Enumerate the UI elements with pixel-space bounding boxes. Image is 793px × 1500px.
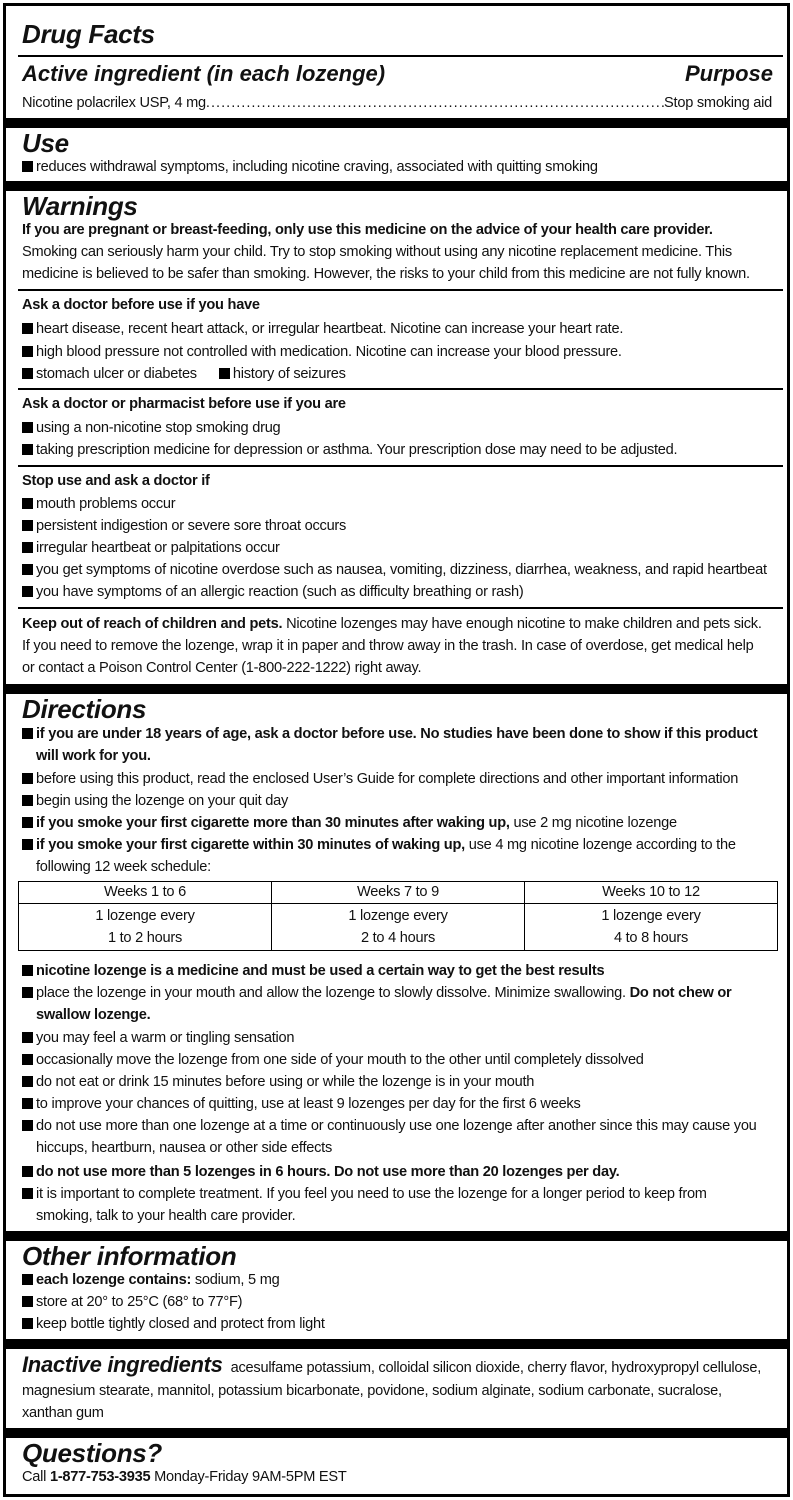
list-item-continued: will work for you. (36, 748, 151, 764)
divider (18, 388, 783, 390)
bullet-icon (22, 368, 33, 379)
inactive-ingredients-line: magnesium stearate, mannitol, potassium bicarbonate, povidone, sodium alginate, sodium carbonate, sucralose, (22, 1383, 722, 1399)
list-item-continued: swallow lozenge. (36, 1007, 151, 1023)
bullet-icon (22, 444, 33, 455)
list-item: keep bottle tightly closed and protect from light (22, 1313, 325, 1335)
divider (18, 55, 783, 57)
inactive-ingredients-heading: Inactive ingredients (22, 1352, 223, 1377)
list-item: do not use more than 5 lozenges in 6 hours. Do not use more than 20 lozenges per day. (22, 1161, 619, 1183)
active-ingredient-heading: Active ingredient (in each lozenge) (22, 61, 386, 86)
purpose-heading: Purpose (684, 61, 773, 86)
list-item: if you are under 18 years of age, ask a doctor before use. No studies have been done to show if this product (22, 723, 758, 745)
section-divider (6, 1339, 787, 1349)
section-divider (6, 1428, 787, 1438)
bullet-icon (22, 520, 33, 531)
list-item: to improve your chances of quitting, use at least 9 lozenges per day for the first 6 weeks (22, 1093, 581, 1115)
bullet-icon (22, 965, 33, 976)
bullet-icon (22, 728, 33, 739)
bullet-icon (22, 1166, 33, 1177)
list-item: each lozenge contains: sodium, 5 mg (22, 1269, 279, 1291)
table-cell: 1 lozenge every 2 to 4 hours (272, 904, 525, 951)
dot-leader (206, 92, 664, 114)
list-item: you get symptoms of nicotine overdose such as nausea, vomiting, dizziness, diarrhea, weakness, and rapid heartbeat (22, 559, 767, 581)
bullet-icon (22, 839, 33, 850)
list-item: do not eat or drink 15 minutes before using or while the lozenge is in your mouth (22, 1071, 534, 1093)
phone-number: 1-877-753-3935 (49, 1469, 151, 1485)
dosing-schedule-table (18, 881, 778, 951)
list-item: irregular heartbeat or palpitations occur (22, 537, 280, 559)
list-item: occasionally move the lozenge from one side of your mouth to the other until completely dissolved (22, 1049, 644, 1071)
table-header-cell: Weeks 10 to 12 (525, 882, 778, 904)
ask-pharmacist-heading: Ask a doctor or pharmacist before use if you are (22, 396, 346, 412)
bullet-icon (22, 1076, 33, 1087)
other-information-heading: Other information (22, 1241, 237, 1271)
inactive-ingredients-line: xanthan gum (22, 1405, 104, 1421)
list-item: place the lozenge in your mouth and allow the lozenge to slowly dissolve. Minimize swallowing. Do not chew or (22, 982, 731, 1004)
bullet-icon (22, 1054, 33, 1065)
ask-doctor-heading: Ask a doctor before use if you have (22, 297, 260, 313)
directions-heading: Directions (22, 694, 147, 724)
bullet-icon (22, 1032, 33, 1043)
divider (18, 289, 783, 291)
list-item-continued: following 12 week schedule: (36, 859, 211, 875)
list-item: persistent indigestion or severe sore throat occurs (22, 515, 346, 537)
section-divider (6, 1231, 787, 1241)
list-item: if you smoke your first cigarette more than 30 minutes after waking up, use 2 mg nicotine lozenge (22, 812, 677, 834)
bullet-icon (22, 498, 33, 509)
list-item: begin using the lozenge on your quit day (22, 790, 288, 812)
bullet-icon (22, 323, 33, 334)
bullet-icon (22, 773, 33, 784)
section-divider (6, 181, 787, 191)
inactive-ingredients-line: Inactive ingredients acesulfame potassium, colloidal silicon dioxide, cherry flavor, hydroxypropyl cellulose, (22, 1352, 762, 1377)
table-cell: 1 lozenge every 1 to 2 hours (19, 904, 272, 951)
list-item: high blood pressure not controlled with medication. Nicotine can increase your blood pressure. (22, 341, 622, 363)
keep-out-line: Keep out of reach of children and pets. Nicotine lozenges may have enough nicotine to make children and pets sick. (22, 616, 762, 632)
list-item: using a non-nicotine stop smoking drug (22, 417, 280, 439)
list-item: it is important to complete treatment. If you feel you need to use the lozenge for a longer period to keep from (22, 1183, 707, 1205)
list-item: you may feel a warm or tingling sensation (22, 1027, 294, 1049)
table-cell: 1 lozenge every 4 to 8 hours (525, 904, 778, 951)
table-row (19, 904, 778, 951)
bullet-icon (22, 542, 33, 553)
list-item: store at 20° to 25°C (68° to 77°F) (22, 1291, 242, 1313)
list-item-continued: smoking, talk to your health care provider. (36, 1208, 296, 1224)
list-item: do not use more than one lozenge at a time or continuously use one lozenge after another since this may cause you (22, 1115, 757, 1137)
list-item: taking prescription medicine for depression or asthma. Your prescription dose may need to be adjusted. (22, 439, 677, 461)
ingredient-name: Nicotine polacrilex USP, 4 mg (22, 95, 206, 111)
bullet-icon (22, 564, 33, 575)
bullet-icon (22, 795, 33, 806)
list-item: if you smoke your first cigarette within 30 minutes of waking up, use 4 mg nicotine lozenge according to the (22, 834, 736, 856)
warnings-heading: Warnings (22, 191, 138, 221)
questions-heading: Questions? (22, 1438, 163, 1468)
bullet-icon (22, 987, 33, 998)
list-item: you have symptoms of an allergic reaction (such as difficulty breathing or rash) (22, 581, 524, 603)
list-item-continued: hiccups, heartburn, nausea or other side effects (36, 1140, 333, 1156)
pregnant-text-line: medicine is believed to be safer than smoking. However, the risks to your child from this medicine are not fully known. (22, 266, 750, 282)
bullet-icon (219, 368, 230, 379)
pregnant-text-line: Smoking can seriously harm your child. Try to stop smoking without using any nicotine replacement medicine. This (22, 244, 732, 260)
stop-use-heading: Stop use and ask a doctor if (22, 473, 210, 489)
table-header-cell: Weeks 1 to 6 (19, 882, 272, 904)
use-heading: Use (22, 128, 69, 158)
bullet-icon (22, 1318, 33, 1329)
divider (18, 607, 783, 609)
bullet-icon (22, 422, 33, 433)
bullet-icon (22, 161, 33, 172)
active-ingredient-row (22, 92, 772, 114)
bullet-icon (22, 586, 33, 597)
bullet-icon (22, 1188, 33, 1199)
list-item: nicotine lozenge is a medicine and must be used a certain way to get the best results (22, 960, 604, 982)
list-item: mouth problems occur (22, 493, 175, 515)
list-item: before using this product, read the enclosed User’s Guide for complete directions and other important information (22, 768, 738, 790)
bullet-icon (22, 346, 33, 357)
table-row (19, 882, 778, 904)
list-item: stomach ulcer or diabetes history of seizures (22, 363, 346, 385)
drug-facts-label (3, 3, 790, 1497)
bullet-icon (22, 1120, 33, 1131)
bullet-icon (22, 1296, 33, 1307)
page-title: Drug Facts (22, 19, 155, 49)
section-divider (6, 118, 787, 128)
bullet-icon (22, 1274, 33, 1285)
questions-contact: Call 1-877-753-3935 Monday-Friday 9AM-5PM EST (22, 1469, 347, 1485)
bullet-icon (22, 817, 33, 828)
ingredient-purpose: Stop smoking aid (664, 95, 772, 111)
bullet-icon (22, 1098, 33, 1109)
table-header-cell: Weeks 7 to 9 (272, 882, 525, 904)
keep-out-line: or contact a Poison Control Center (1-800-222-1222) right away. (22, 660, 422, 676)
divider (18, 465, 783, 467)
keep-out-line: If you need to remove the lozenge, wrap it in paper and throw away in the trash. In case of overdose, get medical help (22, 638, 754, 654)
section-divider (6, 684, 787, 694)
list-item: heart disease, recent heart attack, or irregular heartbeat. Nicotine can increase your heart rate. (22, 318, 623, 340)
pregnant-warning: If you are pregnant or breast-feeding, only use this medicine on the advice of your health care provider. (22, 222, 713, 238)
use-item: reduces withdrawal symptoms, including nicotine craving, associated with quitting smoking (22, 156, 598, 178)
